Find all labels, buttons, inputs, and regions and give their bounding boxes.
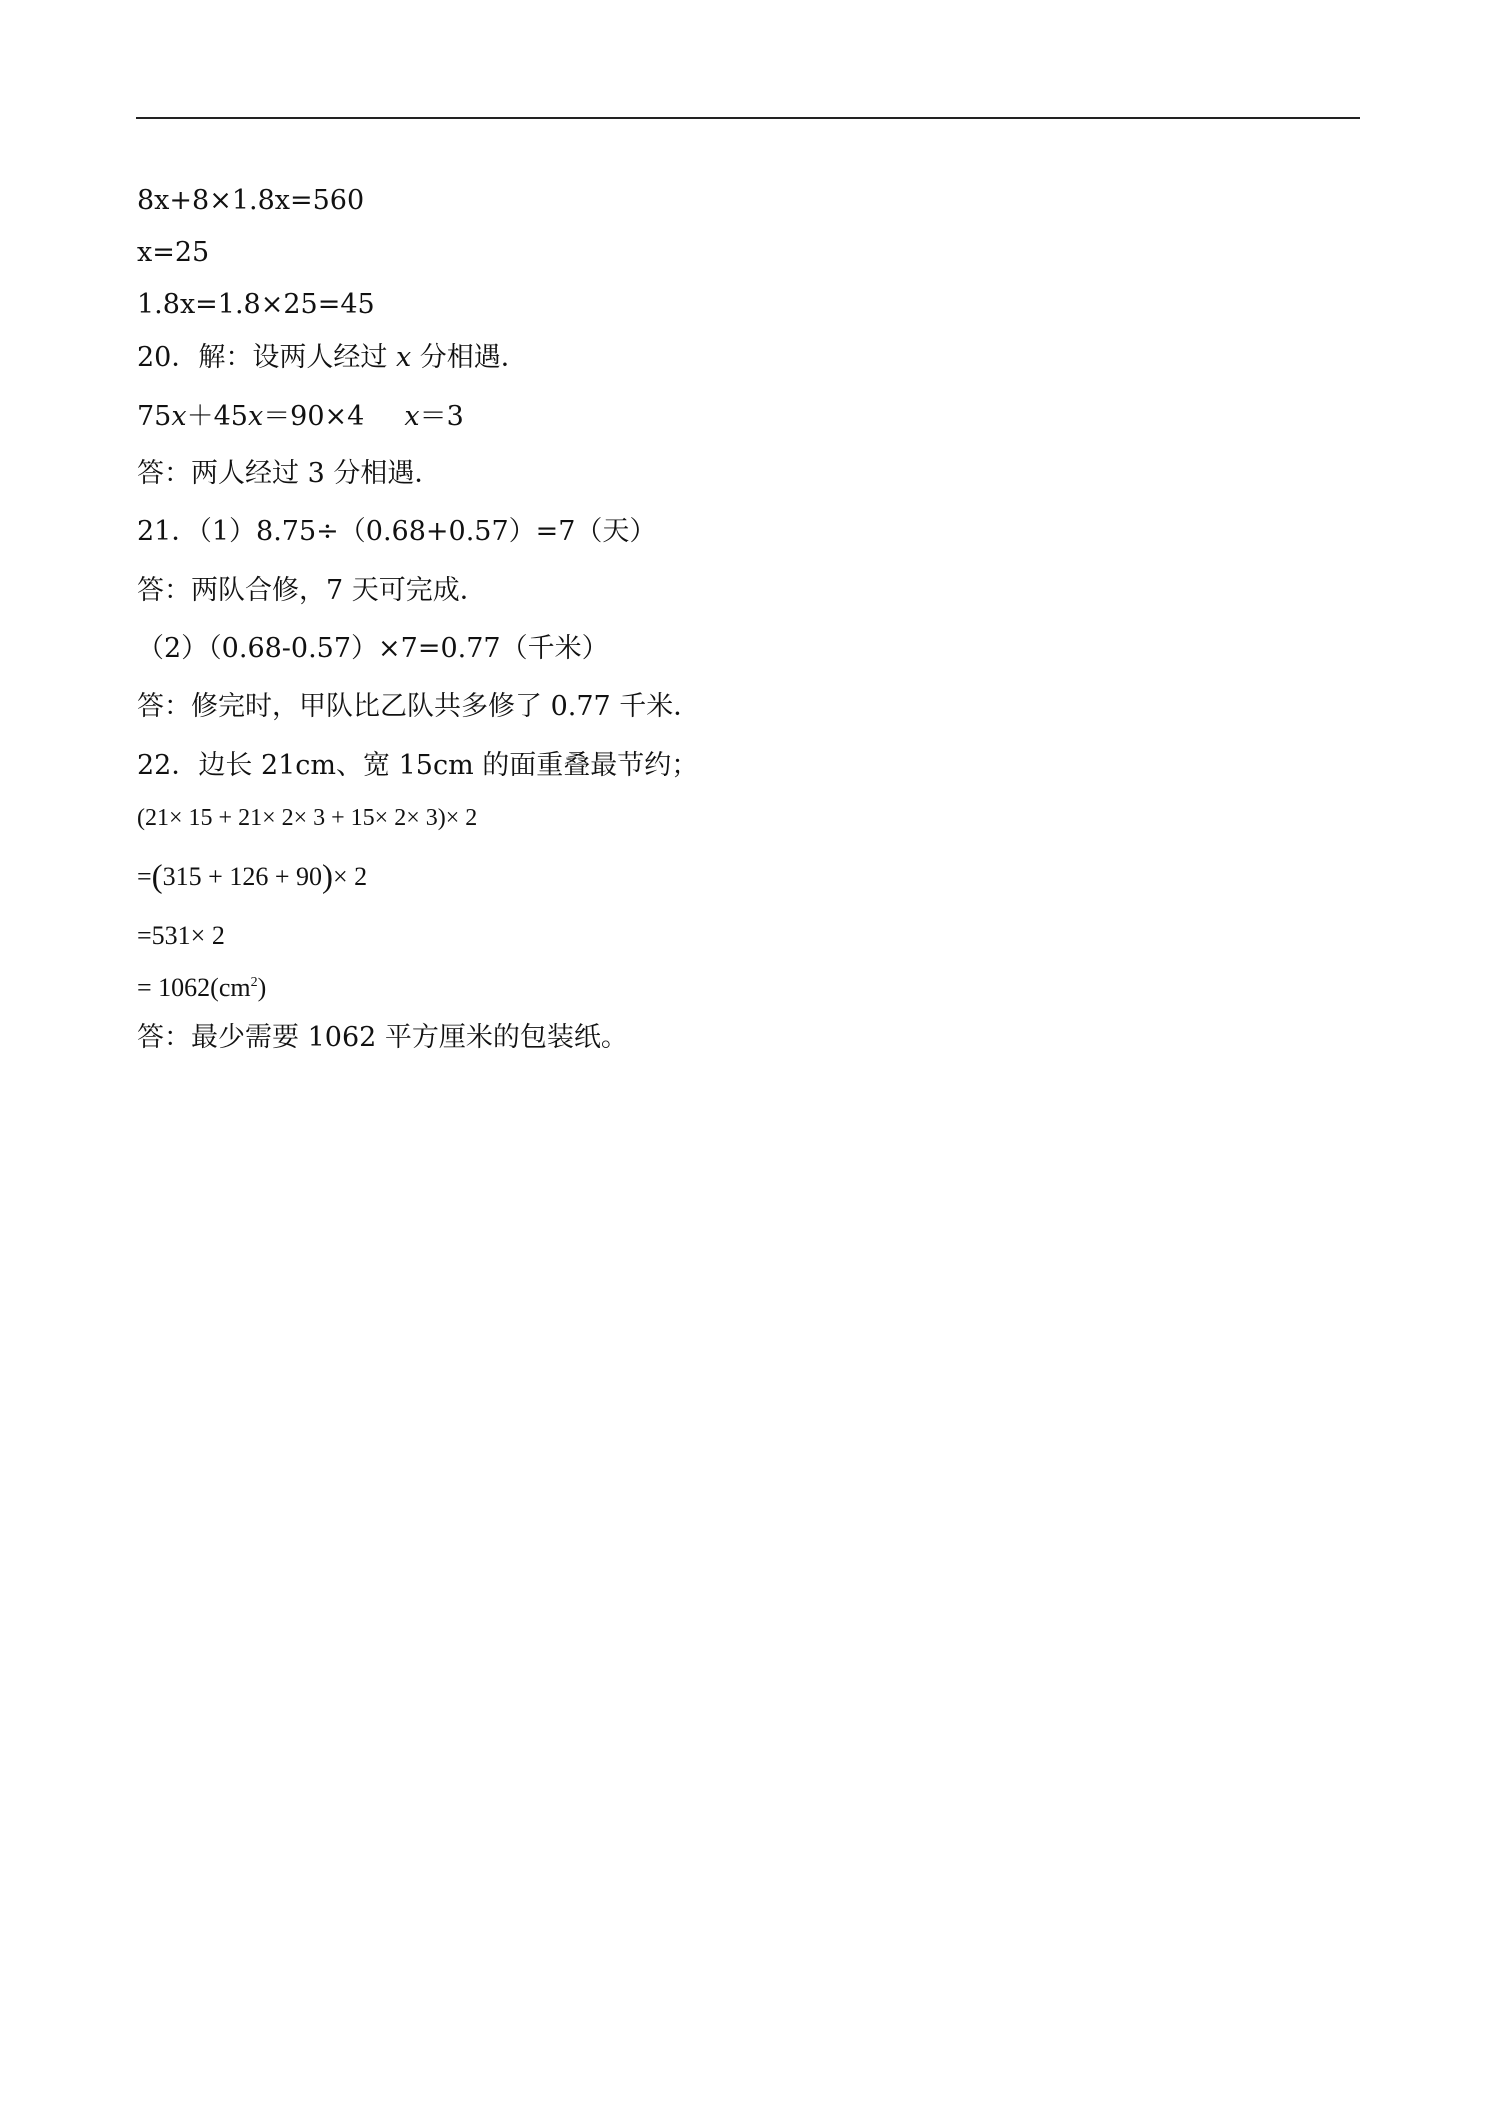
text-segment: ) xyxy=(257,973,267,1002)
text-segment: 20．解：设两人经过 xyxy=(137,342,396,373)
problem-20-answer: 答：两人经过 3 分相遇． xyxy=(137,458,442,489)
text-segment: ＋45 xyxy=(186,401,248,432)
text-segment: 315 + 126 + 90 xyxy=(162,862,322,891)
equation-line-2: x=25 xyxy=(137,237,210,268)
problem-22-step-3: =531× 2 xyxy=(137,921,225,950)
header-rule xyxy=(136,117,1360,119)
problem-20-equation xyxy=(137,403,464,430)
equation-line-3: 1.8x=1.8×25=45 xyxy=(137,289,375,320)
problem-21-answer-1: 答：两队合修，7 天可完成． xyxy=(137,575,487,606)
problem-20-setup xyxy=(137,344,528,371)
problem-22-step-4 xyxy=(137,975,266,1001)
text-segment: ＝3 xyxy=(419,401,464,432)
variable-x: x xyxy=(395,342,412,373)
text-segment: × 2 xyxy=(333,862,368,891)
problem-22-answer: 答：最少需要 1062 平方厘米的包装纸。 xyxy=(137,1022,628,1053)
problem-21-answer-2: 答：修完时，甲队比乙队共多修了 0.77 千米． xyxy=(137,691,701,722)
variable-x: x xyxy=(247,401,264,432)
equation-line-1: 8x+8×1.8x=560 xyxy=(137,185,365,216)
text-segment: = xyxy=(137,862,152,891)
open-paren: ( xyxy=(151,859,163,895)
superscript: 2 xyxy=(250,975,258,990)
close-paren: ) xyxy=(322,859,333,895)
variable-x: x xyxy=(404,401,420,432)
problem-22-statement: 22．边长 21cm、宽 15cm 的面重叠最节约； xyxy=(137,750,699,781)
text-segment: = 1062(cm xyxy=(137,973,251,1002)
text-segment: 75 xyxy=(137,401,172,432)
text-segment: 分相遇． xyxy=(411,342,528,373)
problem-22-step-1: (21× 15 + 21× 2× 3 + 15× 2× 3)× 2 xyxy=(137,805,478,831)
problem-21-part-1: 21．（1）8.75÷（0.68+0.57）=7（天） xyxy=(137,516,657,547)
text-segment: ＝90×4 xyxy=(263,401,365,432)
problem-22-step-2 xyxy=(137,859,368,895)
problem-21-part-2: （2）（0.68-0.57）×7=0.77（千米） xyxy=(137,633,609,664)
variable-x: x xyxy=(171,401,187,432)
